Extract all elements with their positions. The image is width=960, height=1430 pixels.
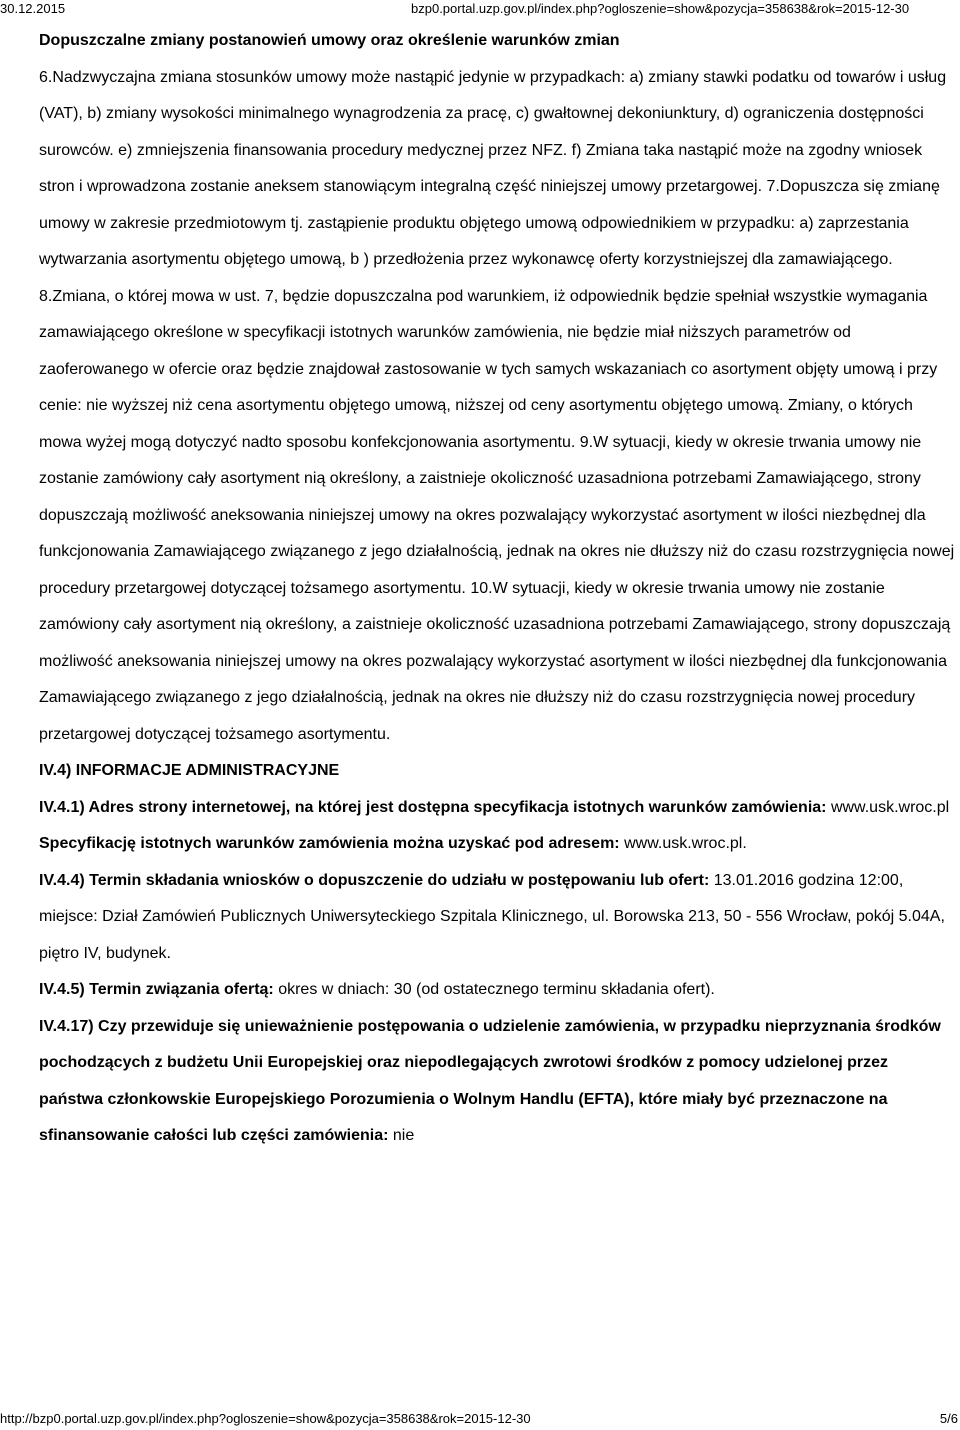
- amendments-body: 6.Nadzwyczajna zmiana stosunków umowy może nastąpić jedynie w przypadkach: a) zmiany stawki podatku od towarów i usług (VAT), b) zmiany wysokości minimalnego wynagrodzenia za pracę, c) gwałtownej dekoniunktury, d) ograniczenia dostępności surowców. e) zmniejszenia finansowania procedury medycznej przez NFZ. f) Zmiana taka nastąpić może na zgodny wniosek stron i wprowadzona zostanie aneksem stanowiącym integralną część niniejszej umowy przetargowej. 7.Dopuszcza się zmianę umowy w zakresie przedmiotowym tj. zastąpienie produktu objętego umową odpowiednikiem w przypadku: a) zaprzestania wytwarzania asortymentu objętego umową, b ) przedłożenia przez wykonawcę oferty korzystniejszej dla zamawiającego. 8.Zmiana, o której mowa w ust. 7, będzie dopuszczalna pod warunkiem, iż odpowiednik będzie spełniał wszystkie wymagania zamawiającego określone w specyfikacji istotnych warunków zamówienia, nie będzie miał niższych parametrów od zaoferowanego w ofercie oraz będzie znajdował zastosowanie w tych samych wskazaniach co asortyment objęty umową i przy cenie: nie wyższej niż cena asortymentu objętego umową, niższej od ceny asortymentu objętego umową. Zmiany, o których mowa wyżej mogą dotyczyć nadto sposobu konfekcjonowania asortymentu. 9.W sytuacji, kiedy w okresie trwania umowy nie zostanie zamówiony cały asortyment nią określony, a zaistnieje okoliczność uzasadniona potrzebami Zamawiającego, strony dopuszczają możliwość aneksowania niniejszej umowy na okres pozwalający wykorzystać asortyment w ilości niezbędnej dla funkcjonowania Zamawiającego związanego z jego działalnością, jednak na okres nie dłuższy niż do czasu rozstrzygnięcia nowej procedury przetargowej dotyczącej tożsamego asortymentu. 10.W sytuacji, kiedy w okresie trwania umowy nie zostanie zamówiony cały asortyment nią określony, a zaistnieje okoliczność uzasadniona potrzebami Zamawiającego, strony dopuszczają możliwość aneksowania niniejszej umowy na okres pozwalający wykorzystać asortyment w ilości niezbędnej dla funkcjonowania Zamawiającego związanego z jego działalnością, jednak na okres nie dłuższy niż do czasu rozstrzygnięcia nowej procedury przetargowej dotyczącej tożsamego asortymentu.: [39, 68, 955, 743]
- binding-entry: [39, 972, 955, 1009]
- spec-label: Specyfikację istotnych warunków zamówienia można uzyskać pod adresem:: [39, 835, 620, 852]
- deadline-label: IV.4.4) Termin składania wniosków o dopuszczenie do udziału w postępowaniu lub ofert:: [39, 871, 710, 889]
- deadline-entry: [39, 863, 955, 973]
- deadline-value: 13.01.2016 godzina 12:00, miejsce: Dział Zamówień Publicznych Uniwersyteckiego Szpitala Klinicznego, ul. Borowska 213, 50 - 556 Wrocław, pokój 5.04A, piętro IV, budynek.: [39, 871, 945, 962]
- print-footer-url: http://bzp0.portal.uzp.gov.pl/index.php?ogloszenie=show&pozycja=358638&rok=2015-12-30: [0, 1411, 531, 1426]
- admin-info-heading: IV.4) INFORMACJE ADMINISTRACYJNE: [39, 762, 340, 779]
- spec-value: www.usk.wroc.pl.: [619, 835, 747, 852]
- amendments-heading: Dopuszczalne zmiany postanowień umowy oraz określenie warunków zmian: [39, 32, 620, 49]
- print-date: 30.12.2015: [0, 1, 66, 16]
- binding-label: IV.4.5) Termin związania ofertą:: [39, 981, 274, 998]
- website-label: IV.4.1) Adres strony internetowej, na której jest dostępna specyfikacja istotnych warunków zamówienia:: [39, 798, 827, 816]
- print-header-url: bzp0.portal.uzp.gov.pl/index.php?ogloszenie=show&pozycja=358638&rok=2015-12-30: [411, 1, 910, 16]
- eu-funds-entry: [39, 1009, 955, 1155]
- spec-entry: [39, 826, 955, 863]
- website-entry: [39, 790, 955, 827]
- eu-funds-label: IV.4.17) Czy przewiduje się unieważnienie postępowania o udzielenie zamówienia, w przypadku nieprzyznania środków pochodzących z budżetu Unii Europejskiej oraz niepodlegających zwrotowi środków z pomocy udzielonej przez państwa członkowskie Europejskiego Porozumienia o Wolnym Handlu (EFTA), które miały być przeznaczone na sfinansowanie całości lub części zamówienia:: [39, 1017, 941, 1144]
- notice-content: [39, 23, 955, 1155]
- page-number: 5/6: [939, 1411, 958, 1426]
- binding-value: okres w dniach: 30 (od ostatecznego terminu składania ofert).: [273, 981, 715, 998]
- eu-funds-value: nie: [388, 1127, 415, 1144]
- website-value: www.usk.wroc.pl: [826, 798, 950, 816]
